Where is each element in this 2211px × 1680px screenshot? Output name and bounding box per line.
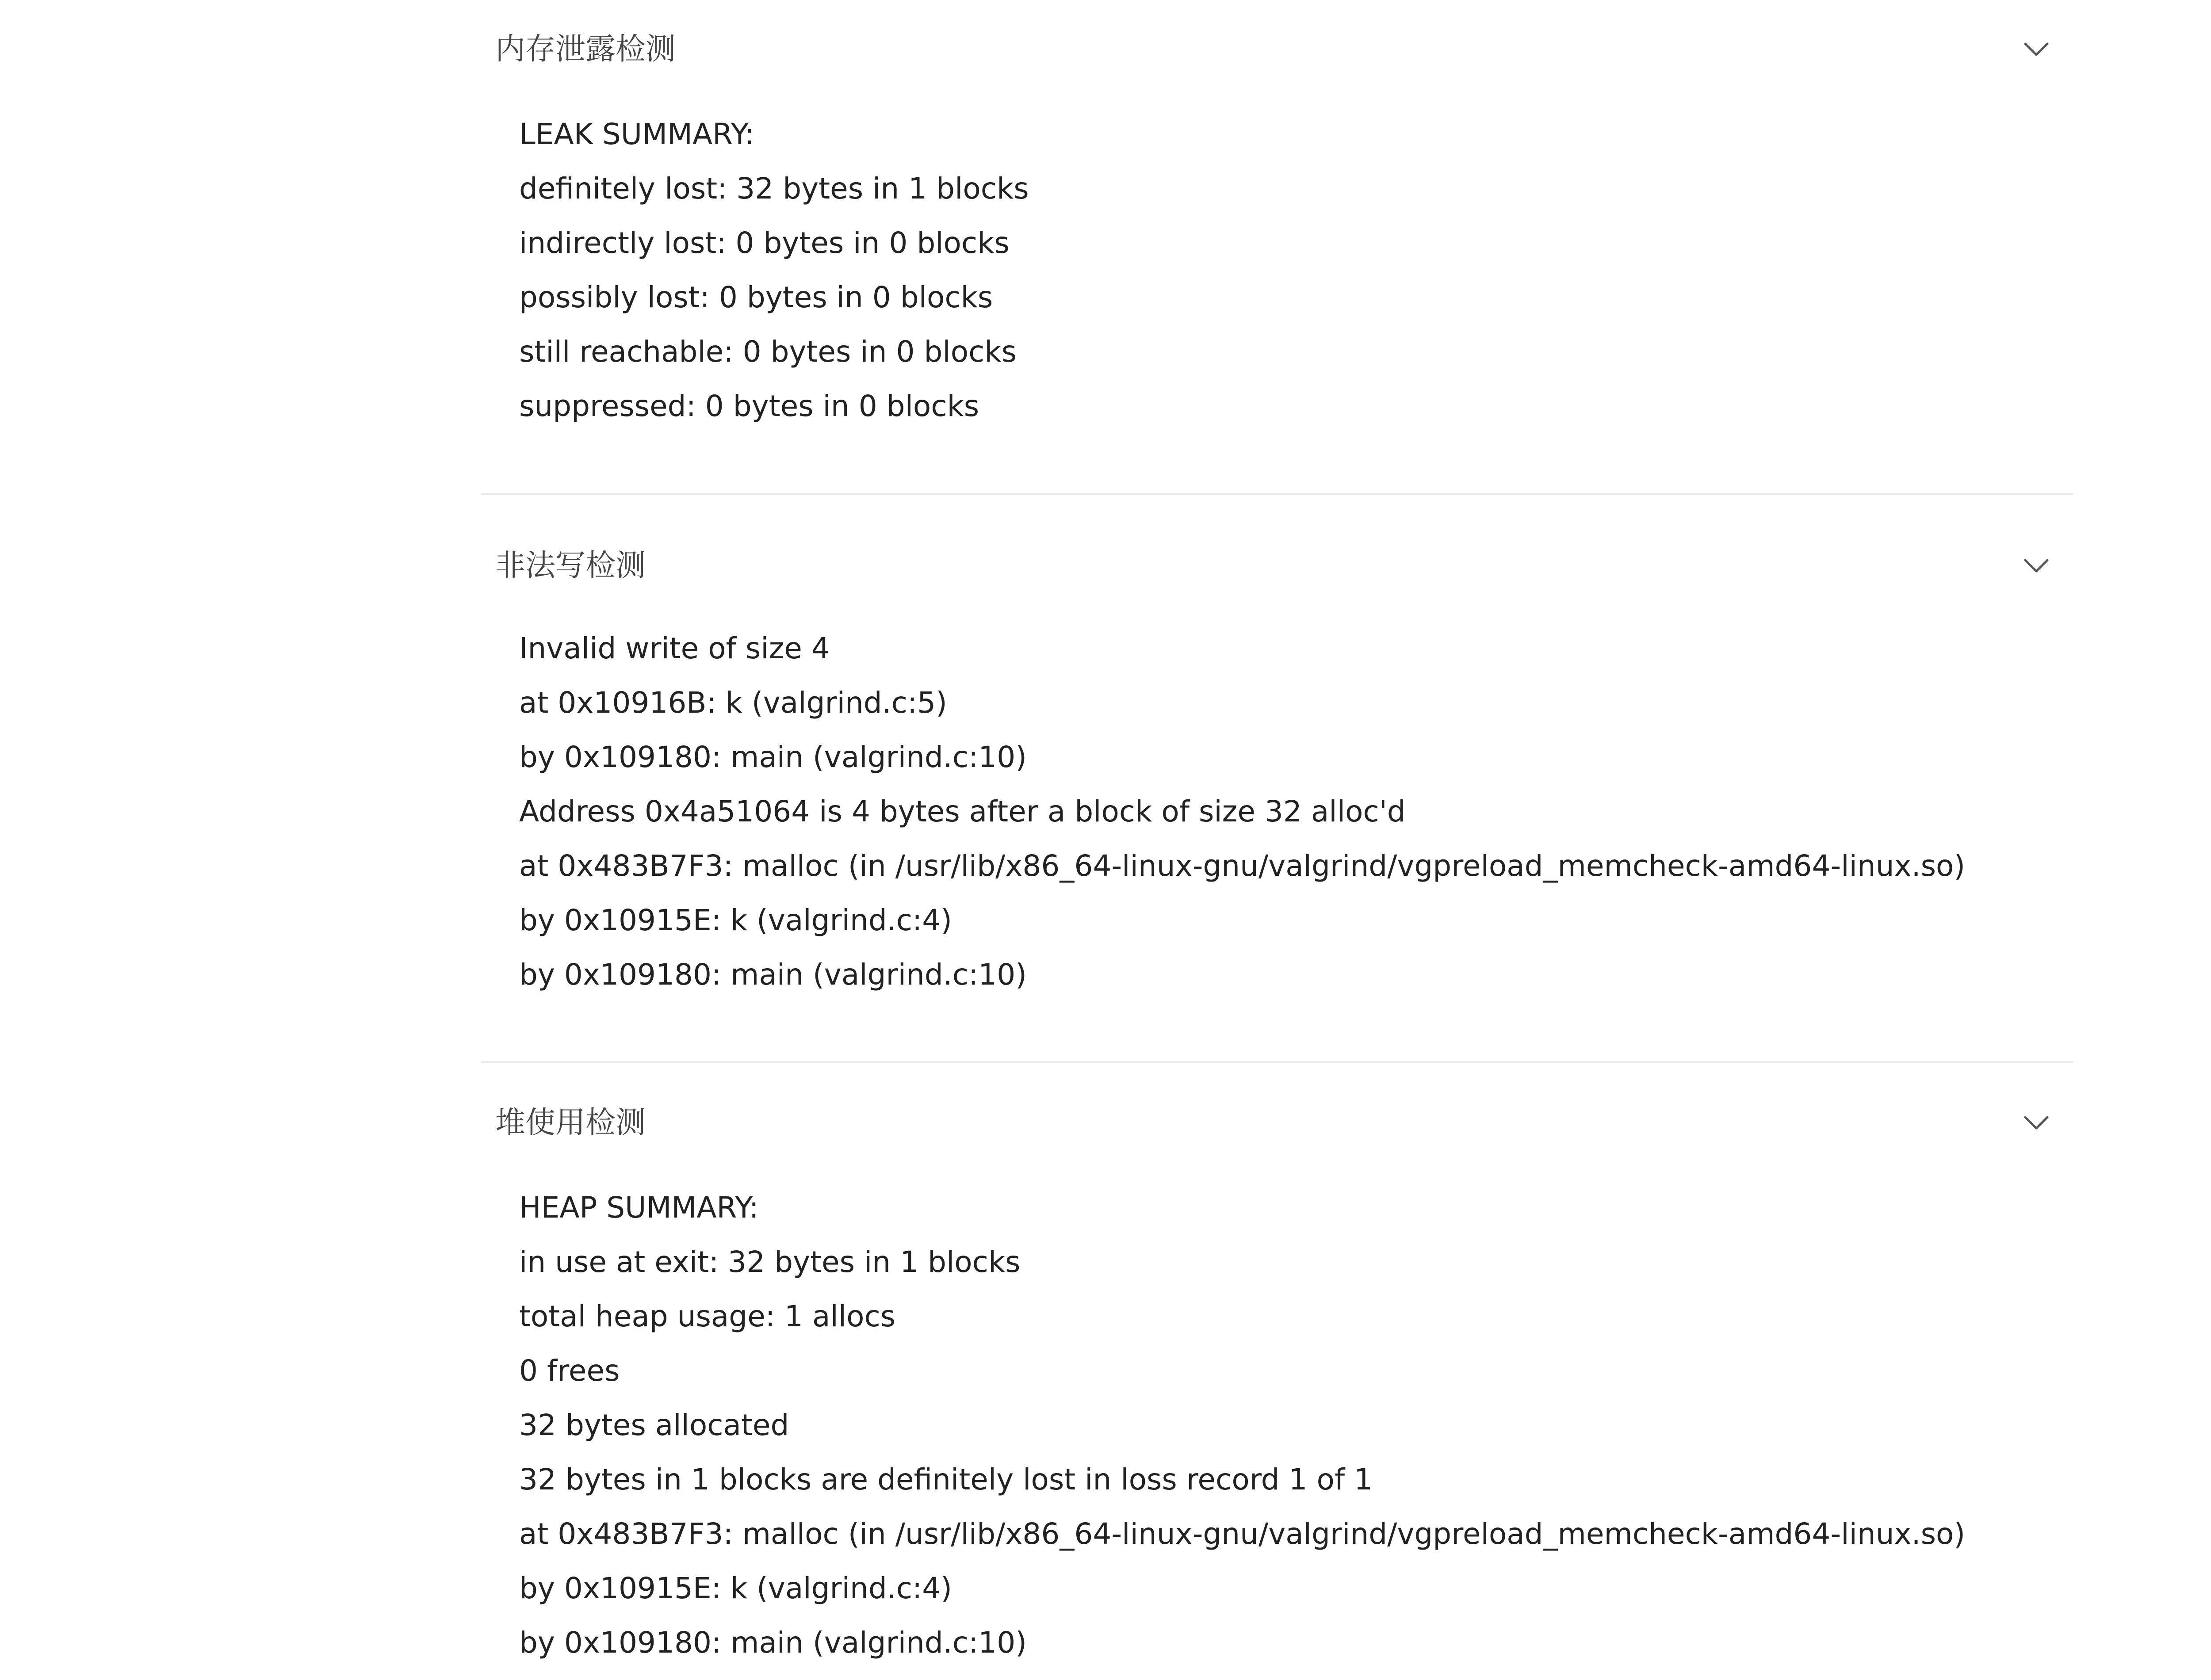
panel-title-memory-leak: 内存泄露检测 bbox=[495, 32, 676, 67]
log-line: at 0x483B7F3: malloc (in /usr/lib/x86_64-linux-gnu/valgrind/vgpreload_memcheck-amd64-linux.so) bbox=[519, 1517, 1966, 1551]
log-line: still reachable: 0 bytes in 0 blocks bbox=[519, 335, 1017, 369]
log-line: Invalid write of size 4 bbox=[519, 631, 830, 665]
log-line: 32 bytes in 1 blocks are definitely lost in loss record 1 of 1 bbox=[519, 1462, 1373, 1497]
panel-header-memory-leak[interactable] bbox=[481, 23, 2073, 76]
log-line: by 0x109180: main (valgrind.c:10) bbox=[519, 740, 1027, 774]
log-line: by 0x10915E: k (valgrind.c:4) bbox=[519, 1571, 952, 1605]
log-line: LEAK SUMMARY: bbox=[519, 117, 755, 151]
panel-divider bbox=[481, 1061, 2073, 1063]
log-line: 0 frees bbox=[519, 1354, 620, 1388]
log-line: by 0x109180: main (valgrind.c:10) bbox=[519, 1626, 1027, 1660]
log-line: indirectly lost: 0 bytes in 0 blocks bbox=[519, 226, 1010, 260]
panel-invalid-write bbox=[481, 539, 2073, 1048]
panel-body-heap-usage bbox=[519, 1180, 2045, 1670]
chevron-down-icon[interactable] bbox=[2024, 42, 2049, 57]
log-line: definitely lost: 32 bytes in 1 blocks bbox=[519, 172, 1029, 206]
log-line: total heap usage: 1 allocs bbox=[519, 1299, 896, 1333]
log-line: 32 bytes allocated bbox=[519, 1408, 789, 1442]
chevron-down-icon[interactable] bbox=[2024, 558, 2049, 573]
log-line: by 0x109180: main (valgrind.c:10) bbox=[519, 958, 1027, 992]
log-line: at 0x10916B: k (valgrind.c:5) bbox=[519, 686, 947, 720]
chevron-down-icon[interactable] bbox=[2024, 1115, 2049, 1130]
log-line: at 0x483B7F3: malloc (in /usr/lib/x86_64-linux-gnu/valgrind/vgpreload_memcheck-amd64-linux.so) bbox=[519, 849, 1966, 883]
panel-divider bbox=[481, 493, 2073, 495]
log-line: HEAP SUMMARY: bbox=[519, 1191, 759, 1225]
panel-header-invalid-write[interactable] bbox=[481, 539, 2073, 592]
panel-title-heap-usage: 堆使用检测 bbox=[495, 1105, 646, 1140]
log-line: by 0x10915E: k (valgrind.c:4) bbox=[519, 903, 952, 937]
panel-body-memory-leak bbox=[519, 107, 2045, 433]
log-line: possibly lost: 0 bytes in 0 blocks bbox=[519, 280, 993, 314]
panel-memory-leak bbox=[481, 23, 2073, 478]
log-line: in use at exit: 32 bytes in 1 blocks bbox=[519, 1245, 1021, 1279]
log-line: Address 0x4a51064 is 4 bytes after a block of size 32 alloc'd bbox=[519, 794, 1406, 829]
panel-title-invalid-write: 非法写检测 bbox=[495, 548, 646, 583]
panel-heap-usage bbox=[481, 1096, 2073, 1680]
panel-header-heap-usage[interactable] bbox=[481, 1096, 2073, 1149]
panel-body-invalid-write bbox=[519, 621, 2045, 1002]
log-line: suppressed: 0 bytes in 0 blocks bbox=[519, 389, 979, 423]
